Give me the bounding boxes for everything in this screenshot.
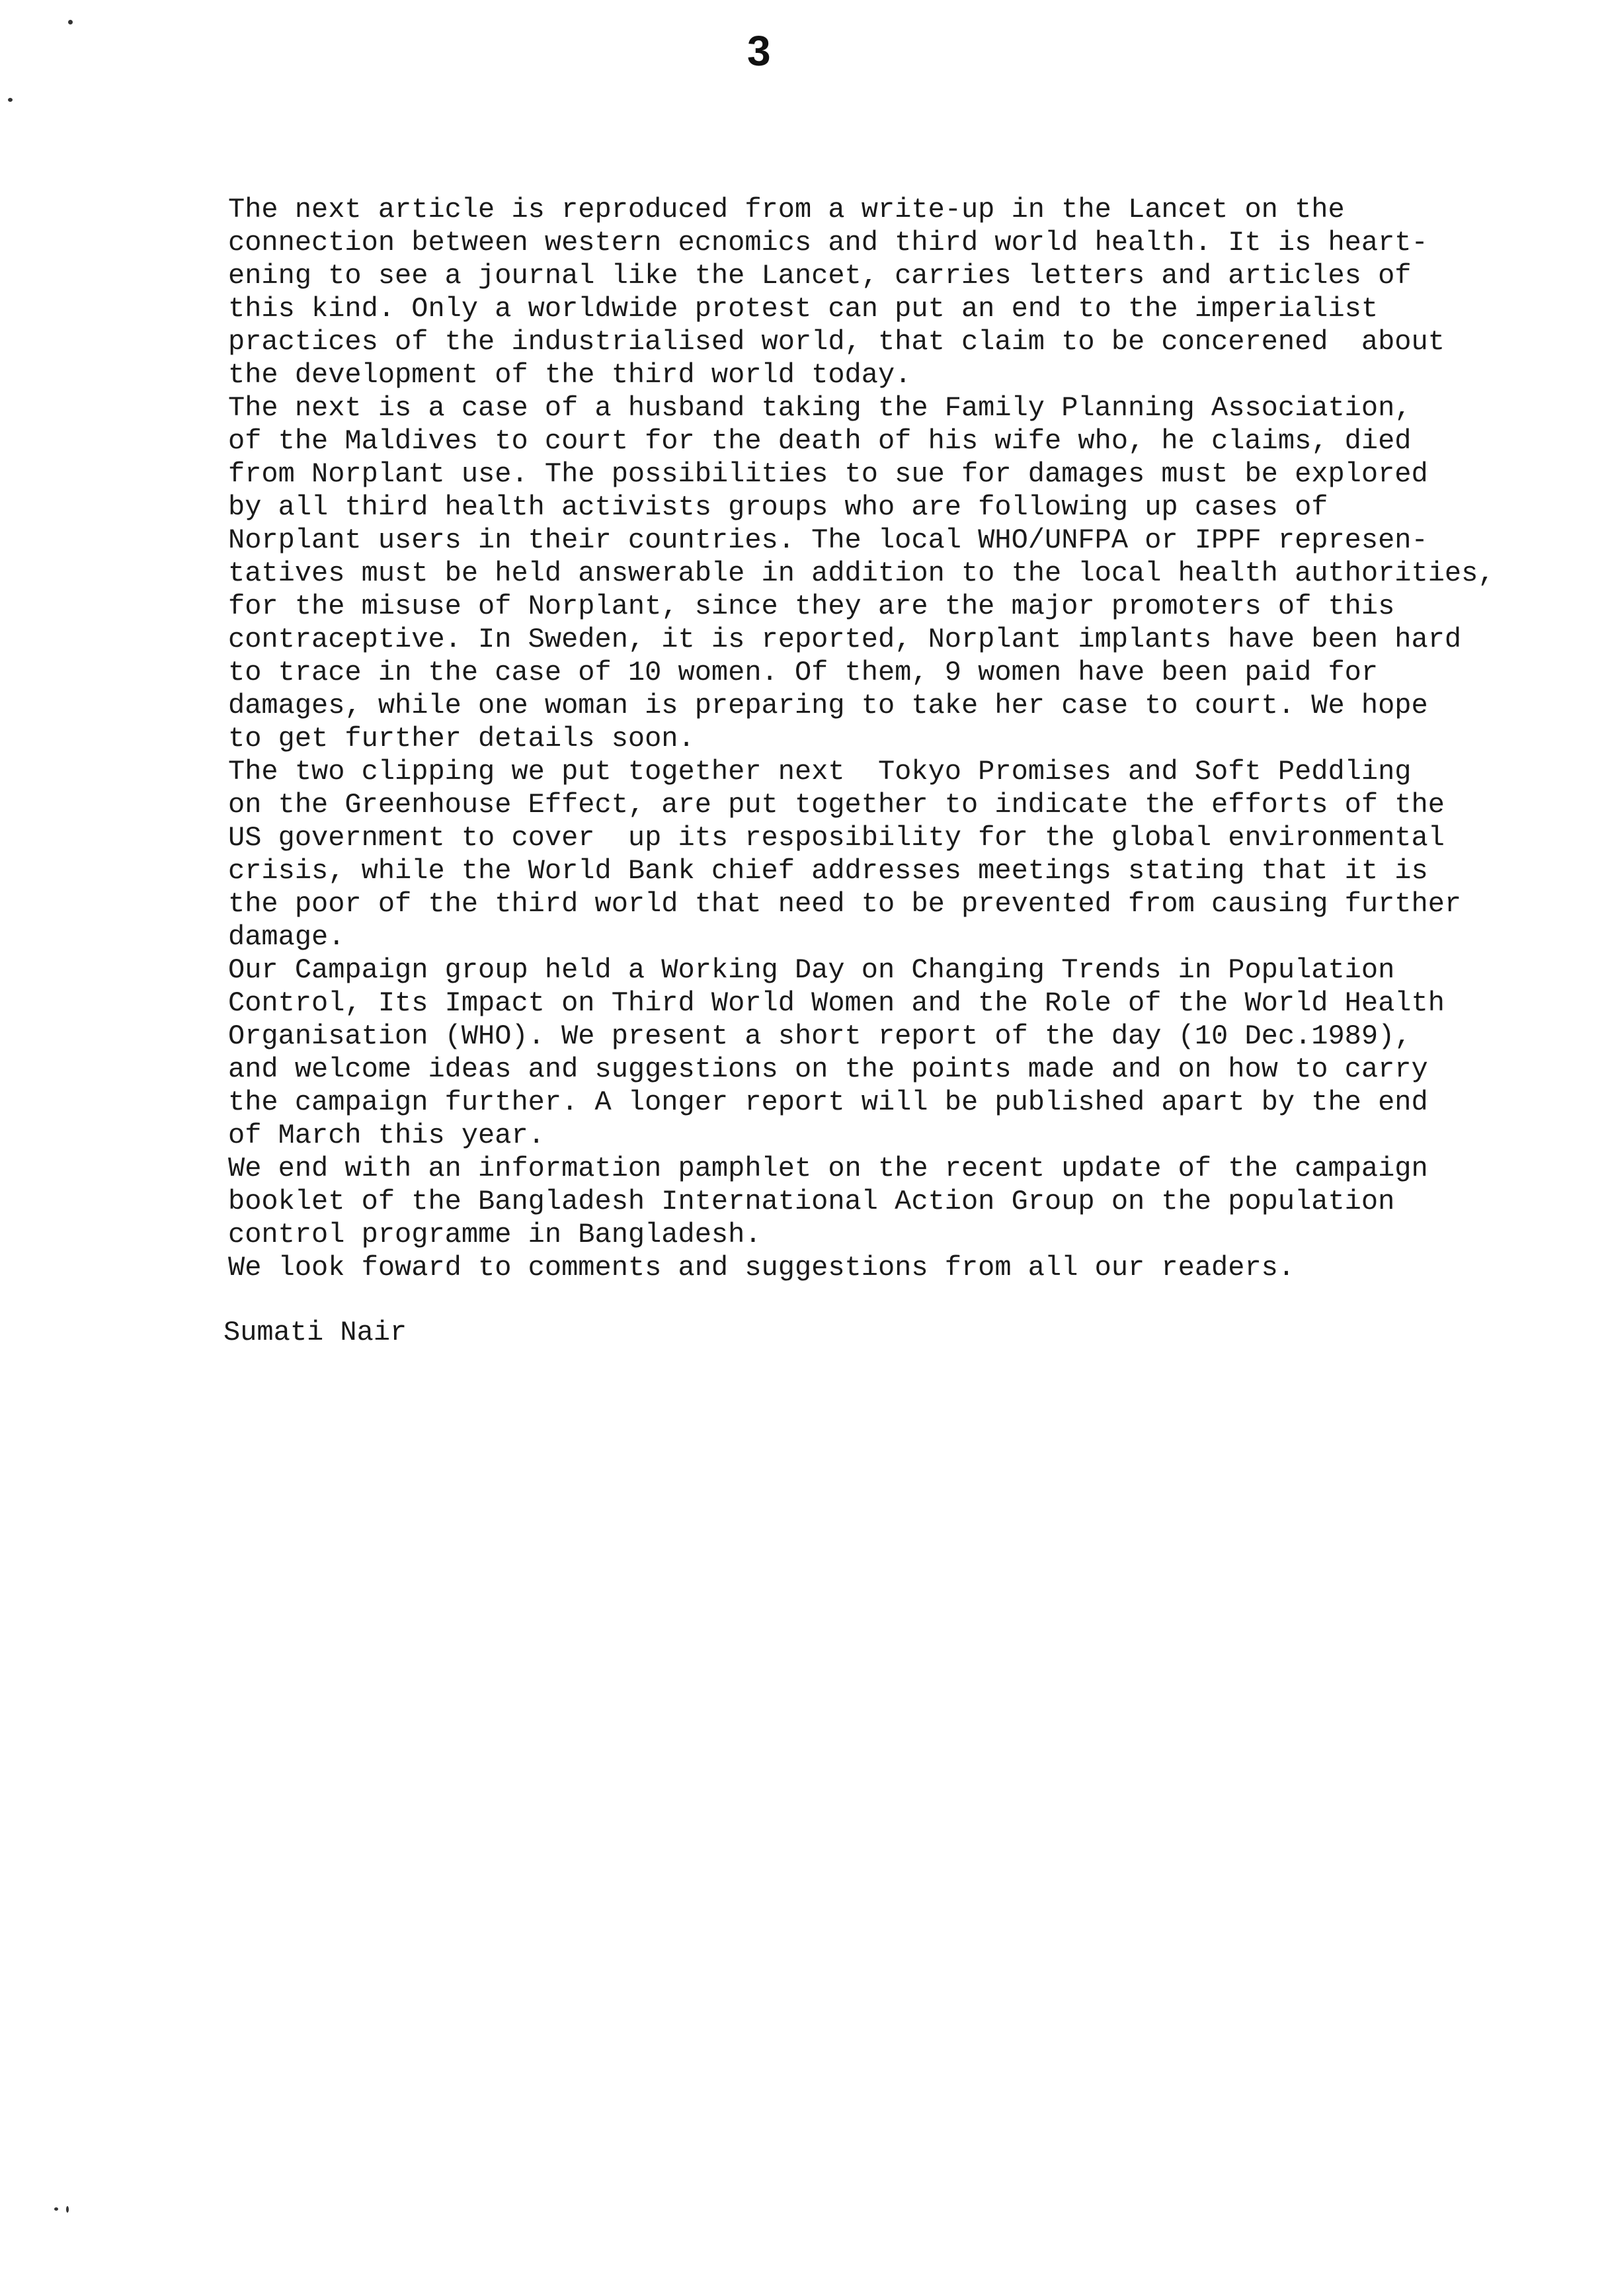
text-line: practices of the industrialised world, that claim to be concerened about [228,326,1445,358]
text-line: The two clipping we put together next Tokyo Promises and Soft Peddling [228,756,1412,788]
page-number: 3 [747,27,771,75]
text-line: damage. [228,921,345,953]
text-line: connection between western ecnomics and third world health. It is heart- [228,227,1428,259]
text-line: The next is a case of a husband taking the Family Planning Association, [228,392,1412,424]
author-signature: Sumati Nair [223,1317,407,1348]
scan-speck [68,20,73,24]
text-line: US government to cover up its resposibility for the global environmental [228,822,1445,854]
text-line: on the Greenhouse Effect, are put together to indicate the efforts of the [228,789,1445,821]
text-line: of March this year. [228,1120,545,1151]
text-line: the development of the third world today. [228,359,912,391]
text-line: booklet of the Bangladesh International Action Group on the population [228,1186,1395,1217]
text-line: by all third health activists groups who are following up cases of [228,491,1328,523]
text-line: contraceptive. In Sweden, it is reported, Norplant implants have been hard [228,624,1462,655]
text-line: the poor of the third world that need to be prevented from causing further [228,888,1462,920]
text-line: ening to see a journal like the Lancet, carries letters and articles of [228,260,1412,292]
text-line: We look foward to comments and suggestions from all our readers. [228,1252,1295,1284]
text-line: and welcome ideas and suggestions on the points made and on how to carry [228,1053,1428,1085]
text-line: of the Maldives to court for the death of his wife who, he claims, died [228,425,1412,457]
text-line: from Norplant use. The possibilities to sue for damages must be explored [228,458,1428,490]
text-line: this kind. Only a worldwide protest can put an end to the imperialist [228,293,1379,325]
text-line: damages, while one woman is preparing to take her case to court. We hope [228,690,1428,721]
text-line: Organisation (WHO). We present a short report of the day (10 Dec.1989), [228,1020,1412,1052]
text-line: control programme in Bangladesh. [228,1219,762,1250]
article-body [228,193,1504,1284]
text-line: Norplant users in their countries. The local WHO/UNFPA or IPPF represen- [228,524,1428,556]
text-line: Our Campaign group held a Working Day on Changing Trends in Population [228,954,1395,986]
text-line: tatives must be held answerable in addition to the local health authorities, [228,557,1495,589]
text-line: the campaign further. A longer report will be published apart by the end [228,1086,1428,1118]
text-line: Control, Its Impact on Third World Women and the Role of the World Health [228,987,1445,1019]
scan-speck [66,2206,69,2213]
text-line: to trace in the case of 10 women. Of them, 9 women have been paid for [228,657,1379,688]
scan-speck [54,2207,58,2211]
text-line: crisis, while the World Bank chief addresses meetings stating that it is [228,855,1428,887]
text-line: to get further details soon. [228,723,695,755]
text-line: We end with an information pamphlet on the recent update of the campaign [228,1153,1428,1184]
scan-speck [8,98,13,102]
text-line: for the misuse of Norplant, since they are the major promoters of this [228,591,1395,622]
text-line: The next article is reproduced from a write-up in the Lancet on the [228,194,1345,226]
